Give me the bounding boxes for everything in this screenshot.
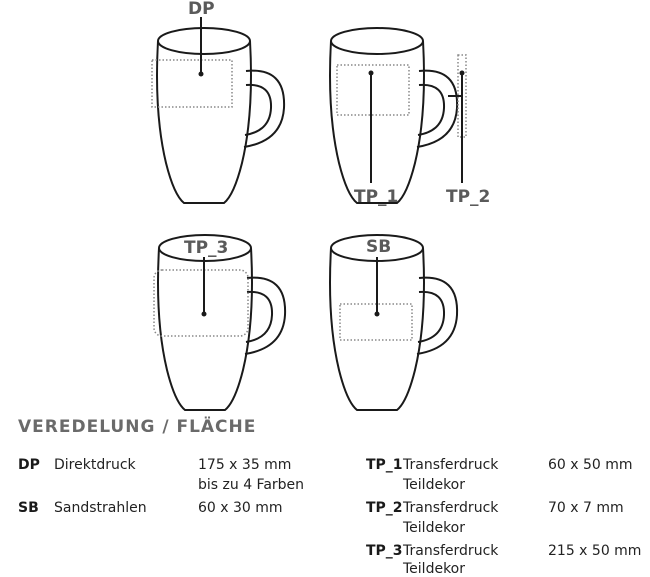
dp-print-area [152,60,232,107]
right-row-size: 70 x 7 mm [548,500,624,516]
right-row-size: 215 x 50 mm [548,543,642,559]
right-row-code: TP_3 [366,543,403,559]
left-row-name: Sandstrahlen [54,500,147,516]
right-row-name2: Teildekor [403,520,465,536]
label-sb: SB [366,237,392,257]
left-row-size: 175 x 35 mm [198,457,292,473]
right-row-name: Transferdruck [403,500,499,516]
right-row-size: 60 x 50 mm [548,457,633,473]
label-dp: DP [188,0,215,19]
right-row-code: TP_2 [366,500,403,516]
left-row-name: Direktdruck [54,457,136,473]
mug-tp3 [154,235,285,410]
mug-dp [152,0,284,203]
left-row-code: SB [18,500,39,516]
tp3-print-area [154,270,248,336]
right-row-code: TP_1 [366,457,403,473]
label-tp1: TP_1 [354,187,399,207]
right-row-name: Transferdruck [403,457,499,473]
right-row-name2: Teildekor [403,561,465,577]
label-tp3: TP_3 [184,238,229,258]
mug-sb [330,235,457,410]
mug-tp1-tp2 [330,28,490,207]
left-row-note: bis zu 4 Farben [198,477,305,493]
right-row-name: Transferdruck [403,543,499,559]
left-row-code: DP [18,457,40,473]
label-tp2: TP_2 [446,187,491,207]
right-row-name2: Teildekor [403,477,465,493]
left-row-size: 60 x 30 mm [198,500,283,516]
section-title: VEREDELUNG / FLÄCHE [18,417,257,437]
